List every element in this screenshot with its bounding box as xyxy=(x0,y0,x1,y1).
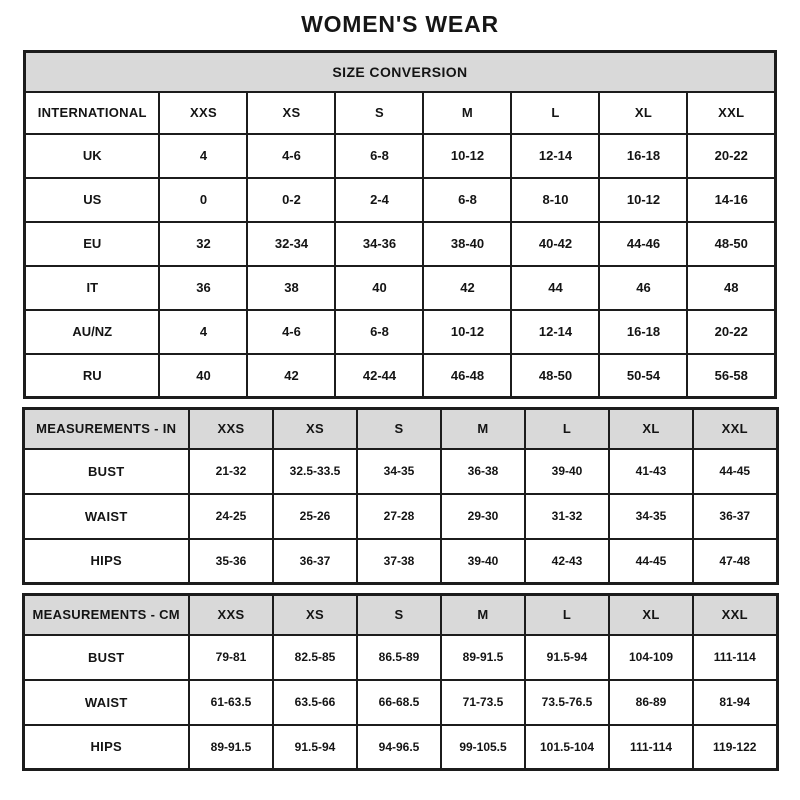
value-cell: 101.5-104 xyxy=(525,725,609,770)
value-cell: 44 xyxy=(511,266,599,310)
value-cell: 40 xyxy=(159,354,247,398)
row-label: BUST xyxy=(23,635,189,680)
column-header: L xyxy=(511,92,599,134)
value-cell: 46 xyxy=(599,266,687,310)
value-cell: 20-22 xyxy=(687,134,775,178)
value-cell: 2-4 xyxy=(335,178,423,222)
value-cell: 34-35 xyxy=(609,494,693,539)
value-cell: 39-40 xyxy=(525,449,609,494)
measurements-in-body xyxy=(23,449,777,584)
value-cell: 10-12 xyxy=(423,310,511,354)
value-cell: 44-45 xyxy=(609,539,693,584)
value-cell: 48-50 xyxy=(687,222,775,266)
value-cell: 31-32 xyxy=(525,494,609,539)
table-row xyxy=(24,178,775,222)
measurements-in-table xyxy=(22,407,779,585)
table-row xyxy=(23,494,777,539)
value-cell: 6-8 xyxy=(423,178,511,222)
row-label: IT xyxy=(24,266,159,310)
value-cell: 32 xyxy=(159,222,247,266)
column-header: M xyxy=(441,409,525,449)
value-cell: 36-37 xyxy=(273,539,357,584)
table-row xyxy=(23,680,777,725)
table-row xyxy=(24,310,775,354)
value-cell: 48-50 xyxy=(511,354,599,398)
column-header-row xyxy=(23,595,777,635)
value-cell: 0-2 xyxy=(247,178,335,222)
column-header: S xyxy=(357,595,441,635)
column-header: XS xyxy=(273,595,357,635)
value-cell: 16-18 xyxy=(599,310,687,354)
value-cell: 42-44 xyxy=(335,354,423,398)
value-cell: 40 xyxy=(335,266,423,310)
column-header: XXL xyxy=(693,409,777,449)
table-row xyxy=(24,134,775,178)
value-cell: 10-12 xyxy=(423,134,511,178)
value-cell: 91.5-94 xyxy=(525,635,609,680)
measurements-cm-body xyxy=(23,635,777,770)
value-cell: 25-26 xyxy=(273,494,357,539)
row-label: BUST xyxy=(23,449,189,494)
value-cell: 42-43 xyxy=(525,539,609,584)
value-cell: 4 xyxy=(159,134,247,178)
page-title: WOMEN'S WEAR xyxy=(301,11,499,37)
value-cell: 16-18 xyxy=(599,134,687,178)
column-header-row xyxy=(24,92,775,134)
table-row xyxy=(23,539,777,584)
value-cell: 44-46 xyxy=(599,222,687,266)
row-label: UK xyxy=(24,134,159,178)
column-header: L xyxy=(525,409,609,449)
row-label: WAIST xyxy=(23,680,189,725)
column-header: XXS xyxy=(189,595,273,635)
row-label: EU xyxy=(24,222,159,266)
value-cell: 104-109 xyxy=(609,635,693,680)
value-cell: 34-35 xyxy=(357,449,441,494)
table-row xyxy=(23,449,777,494)
value-cell: 29-30 xyxy=(441,494,525,539)
value-cell: 56-58 xyxy=(687,354,775,398)
value-cell: 66-68.5 xyxy=(357,680,441,725)
value-cell: 89-91.5 xyxy=(189,725,273,770)
value-cell: 42 xyxy=(247,354,335,398)
value-cell: 37-38 xyxy=(357,539,441,584)
value-cell: 4-6 xyxy=(247,310,335,354)
column-header: XXL xyxy=(693,595,777,635)
value-cell: 36-38 xyxy=(441,449,525,494)
table-row xyxy=(23,635,777,680)
value-cell: 82.5-85 xyxy=(273,635,357,680)
column-header: XL xyxy=(599,92,687,134)
row-label: RU xyxy=(24,354,159,398)
value-cell: 50-54 xyxy=(599,354,687,398)
value-cell: 99-105.5 xyxy=(441,725,525,770)
column-header: XS xyxy=(247,92,335,134)
column-header: XXS xyxy=(189,409,273,449)
value-cell: 42 xyxy=(423,266,511,310)
value-cell: 14-16 xyxy=(687,178,775,222)
column-header: INTERNATIONAL xyxy=(24,92,159,134)
value-cell: 86.5-89 xyxy=(357,635,441,680)
value-cell: 12-14 xyxy=(511,310,599,354)
value-cell: 0 xyxy=(159,178,247,222)
value-cell: 35-36 xyxy=(189,539,273,584)
value-cell: 47-48 xyxy=(693,539,777,584)
value-cell: 89-91.5 xyxy=(441,635,525,680)
row-label: HIPS xyxy=(23,539,189,584)
value-cell: 10-12 xyxy=(599,178,687,222)
value-cell: 111-114 xyxy=(609,725,693,770)
column-header: XXS xyxy=(159,92,247,134)
value-cell: 94-96.5 xyxy=(357,725,441,770)
column-header: S xyxy=(335,92,423,134)
column-header: XXL xyxy=(687,92,775,134)
table-row xyxy=(24,266,775,310)
row-label: US xyxy=(24,178,159,222)
row-label: WAIST xyxy=(23,494,189,539)
value-cell: 119-122 xyxy=(693,725,777,770)
table-row xyxy=(24,222,775,266)
value-cell: 36 xyxy=(159,266,247,310)
value-cell: 39-40 xyxy=(441,539,525,584)
value-cell: 6-8 xyxy=(335,134,423,178)
value-cell: 8-10 xyxy=(511,178,599,222)
measurements-cm-title: MEASUREMENTS - CM xyxy=(23,595,189,635)
size-conversion-table xyxy=(23,50,777,399)
value-cell: 20-22 xyxy=(687,310,775,354)
table-row xyxy=(23,725,777,770)
value-cell: 91.5-94 xyxy=(273,725,357,770)
value-cell: 61-63.5 xyxy=(189,680,273,725)
size-conversion-banner-row xyxy=(24,52,775,92)
value-cell: 38-40 xyxy=(423,222,511,266)
value-cell: 44-45 xyxy=(693,449,777,494)
value-cell: 86-89 xyxy=(609,680,693,725)
column-header: XL xyxy=(609,595,693,635)
value-cell: 40-42 xyxy=(511,222,599,266)
value-cell: 36-37 xyxy=(693,494,777,539)
value-cell: 79-81 xyxy=(189,635,273,680)
column-header: S xyxy=(357,409,441,449)
value-cell: 24-25 xyxy=(189,494,273,539)
value-cell: 63.5-66 xyxy=(273,680,357,725)
measurements-in-title: MEASUREMENTS - IN xyxy=(23,409,189,449)
table-row xyxy=(24,354,775,398)
column-header: L xyxy=(525,595,609,635)
value-cell: 73.5-76.5 xyxy=(525,680,609,725)
value-cell: 38 xyxy=(247,266,335,310)
value-cell: 4-6 xyxy=(247,134,335,178)
value-cell: 41-43 xyxy=(609,449,693,494)
row-label: AU/NZ xyxy=(24,310,159,354)
value-cell: 111-114 xyxy=(693,635,777,680)
column-header: M xyxy=(423,92,511,134)
value-cell: 46-48 xyxy=(423,354,511,398)
value-cell: 12-14 xyxy=(511,134,599,178)
value-cell: 48 xyxy=(687,266,775,310)
value-cell: 4 xyxy=(159,310,247,354)
value-cell: 21-32 xyxy=(189,449,273,494)
value-cell: 34-36 xyxy=(335,222,423,266)
value-cell: 32.5-33.5 xyxy=(273,449,357,494)
column-header: M xyxy=(441,595,525,635)
value-cell: 81-94 xyxy=(693,680,777,725)
measurements-cm-table xyxy=(22,593,779,771)
row-label: HIPS xyxy=(23,725,189,770)
column-header: XS xyxy=(273,409,357,449)
size-conversion-title: SIZE CONVERSION xyxy=(24,52,775,92)
value-cell: 27-28 xyxy=(357,494,441,539)
column-header: XL xyxy=(609,409,693,449)
value-cell: 71-73.5 xyxy=(441,680,525,725)
column-header-row xyxy=(23,409,777,449)
value-cell: 32-34 xyxy=(247,222,335,266)
value-cell: 6-8 xyxy=(335,310,423,354)
size-conversion-body xyxy=(24,134,775,398)
